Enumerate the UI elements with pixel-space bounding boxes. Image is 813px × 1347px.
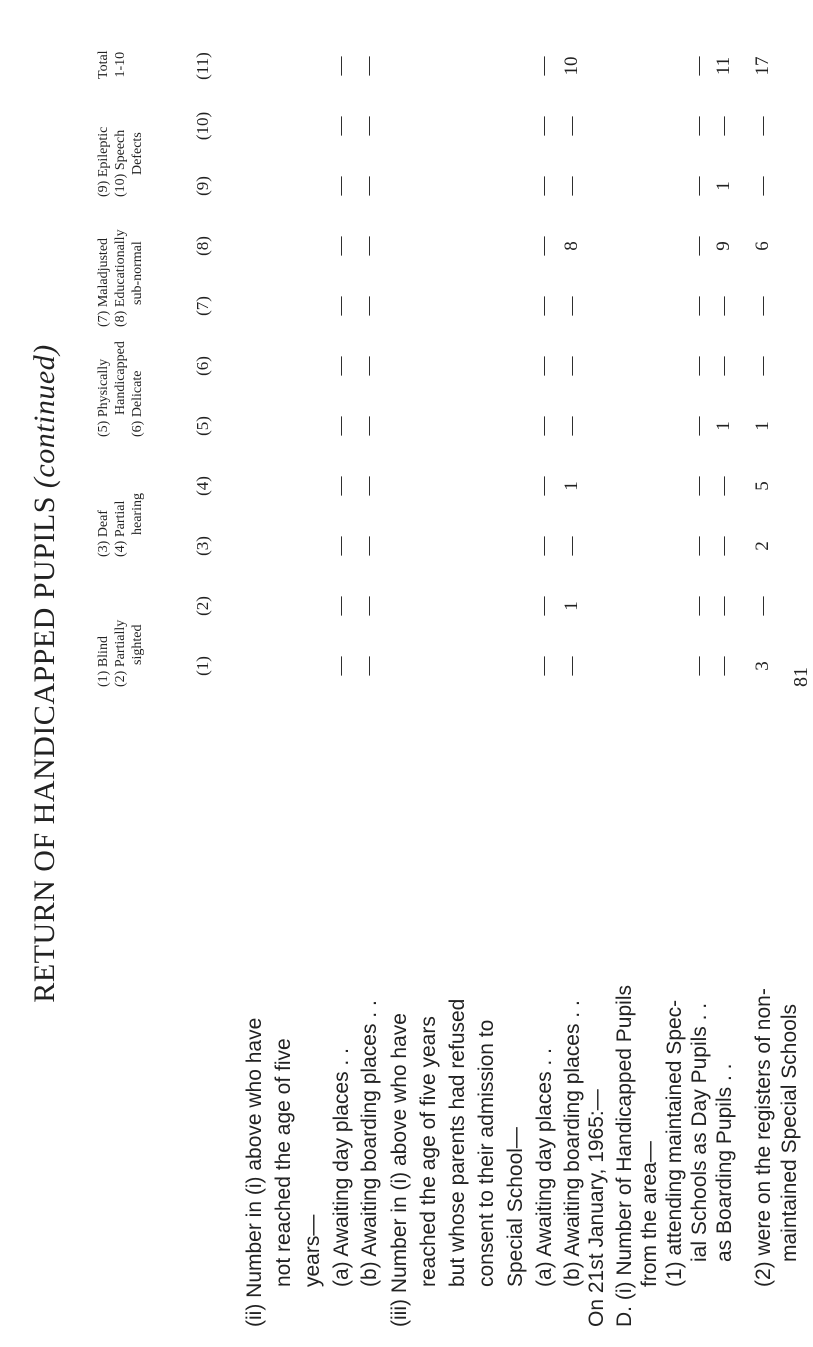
table-cell: — [330, 356, 351, 376]
header-line: Total [96, 50, 111, 79]
table-cell: — [533, 176, 554, 196]
table-cell: 8 [561, 241, 582, 251]
table-cell: — [330, 476, 351, 496]
table-cell: — [358, 236, 379, 256]
header-line: (5) Physically [96, 358, 111, 437]
header-physically-handicapped-delicate [95, 341, 146, 437]
table-cell: 5 [752, 481, 773, 491]
table-cell: — [688, 236, 709, 256]
table-cell: — [752, 356, 773, 376]
table-cell: — [358, 116, 379, 136]
column-number: (3) [193, 536, 212, 556]
table-cell: 10 [561, 56, 582, 76]
table-cell: — [688, 416, 709, 436]
text-line: but whose parents had refused [446, 998, 469, 1287]
header-epileptic-speech [95, 127, 146, 197]
text-line: (ii) Number in (i) above who have [243, 1017, 266, 1327]
text-line: (b) Awaiting boarding places . . [561, 1000, 584, 1287]
table-cell: — [533, 236, 554, 256]
table-cell: — [358, 476, 379, 496]
text-line: (iii) Number in (i) above who have [388, 1013, 411, 1327]
table-cell: — [561, 116, 582, 136]
table-cell: 11 [713, 56, 734, 76]
text-line: (b) Awaiting boarding places . . [358, 1000, 381, 1287]
header-blind-partially-sighted [95, 620, 146, 687]
table-cell: — [713, 476, 734, 496]
page-title [28, 0, 62, 1347]
column-number: (5) [193, 416, 212, 436]
text-line: reached the age of five years [417, 1016, 440, 1287]
table-cell: — [688, 116, 709, 136]
table-cell: — [358, 416, 379, 436]
header-line: Defects [130, 132, 145, 175]
table-cell: — [330, 656, 351, 676]
table-cell: — [561, 656, 582, 676]
text-line: consent to their admission to [475, 1019, 498, 1287]
column-number: (9) [193, 176, 212, 196]
text-line: not reached the age of five [272, 1038, 295, 1287]
text-line: (2) were on the registers of non- [752, 988, 775, 1287]
table-cell: 1 [713, 181, 734, 191]
table-cell: — [752, 296, 773, 316]
table-cell: — [752, 596, 773, 616]
table-cell: 1 [752, 421, 773, 431]
table-cell: — [358, 596, 379, 616]
table-cell: — [358, 536, 379, 556]
table-cell: — [713, 116, 734, 136]
header-line: (8) Educationally [113, 229, 128, 327]
table-cell: 1 [561, 481, 582, 491]
table-cell: — [561, 356, 582, 376]
table-cell: — [330, 56, 351, 76]
text-line: D. (i) Number of Handicapped Pupils [613, 985, 636, 1327]
header-line: (1) Blind [96, 636, 111, 687]
header-total [95, 50, 129, 79]
table-cell: — [330, 236, 351, 256]
header-deaf-partial-hearing [95, 493, 146, 557]
table-cell: 9 [713, 241, 734, 251]
column-number: (8) [193, 236, 212, 256]
header-maladjusted-esn [95, 229, 146, 327]
text-line: years— [301, 1214, 324, 1287]
header-line: hearing [130, 493, 145, 535]
table-cell: — [561, 176, 582, 196]
text-line: On 21st January, 1965:— [585, 1089, 608, 1327]
table-cell: — [330, 116, 351, 136]
table-cell: — [358, 296, 379, 316]
table-cell: — [533, 476, 554, 496]
table-cell: — [688, 656, 709, 676]
table-cell: — [533, 296, 554, 316]
table-cell: — [533, 536, 554, 556]
table-cell: — [713, 596, 734, 616]
table-cell: — [330, 416, 351, 436]
table-cell: — [330, 296, 351, 316]
header-line: (10) Speech [113, 129, 128, 197]
table-cell: — [533, 596, 554, 616]
column-number: (1) [193, 656, 212, 676]
column-number: (7) [193, 296, 212, 316]
header-line: (3) Deaf [96, 509, 111, 557]
table-cell: — [713, 356, 734, 376]
text-line: (a) Awaiting day places . . [330, 1048, 353, 1287]
page-number: 81 [790, 667, 812, 687]
header-line: (9) Epileptic [96, 126, 111, 197]
table-cell: — [688, 176, 709, 196]
table-cell: — [561, 416, 582, 436]
header-line: (4) Partial [113, 500, 128, 557]
column-number: (10) [193, 111, 212, 141]
table-cell: — [688, 476, 709, 496]
table-cell: 6 [752, 241, 773, 251]
text-line: maintained Special Schools [778, 1004, 801, 1262]
table-cell: — [330, 176, 351, 196]
text-line: (a) Awaiting day places . . [533, 1048, 556, 1287]
table-cell: — [358, 356, 379, 376]
table-cell: — [358, 176, 379, 196]
header-line: 1-10 [113, 51, 128, 78]
table-cell: — [752, 116, 773, 136]
table-cell: — [533, 356, 554, 376]
table-cell: 1 [713, 421, 734, 431]
table-cell: — [533, 56, 554, 76]
table-cell: — [752, 176, 773, 196]
table-cell: — [330, 536, 351, 556]
table-cell: — [330, 596, 351, 616]
table-cell: — [713, 536, 734, 556]
text-line: Special School— [504, 1127, 527, 1287]
table-cell: — [561, 296, 582, 316]
header-line: sighted [130, 624, 145, 665]
text-line: from the area— [638, 1141, 661, 1287]
table-cell: — [713, 296, 734, 316]
text-line: ial Schools as Day Pupils . . [688, 1002, 711, 1262]
column-number: (4) [193, 476, 212, 496]
column-number: (11) [193, 52, 212, 80]
header-line: Handicapped [113, 341, 128, 415]
column-number: (6) [193, 356, 212, 376]
table-cell: — [533, 116, 554, 136]
table-cell: — [688, 56, 709, 76]
table-cell: — [713, 656, 734, 676]
column-number: (2) [193, 596, 212, 616]
table-cell: — [358, 656, 379, 676]
header-line: (6) Delicate [130, 370, 145, 437]
header-line: (7) Maladjusted [96, 237, 111, 327]
title-main: RETURN OF HANDICAPPED PUPILS [28, 496, 61, 1003]
table-cell: 1 [561, 601, 582, 611]
header-line: sub-normal [130, 241, 145, 305]
table-cell: — [561, 536, 582, 556]
text-line: (1) attending maintained Spec- [663, 999, 686, 1287]
table-cell: 2 [752, 541, 773, 551]
table-cell: — [688, 536, 709, 556]
table-cell: — [358, 56, 379, 76]
text-line: as Boarding Pupils . . [713, 1063, 736, 1262]
table-cell: — [533, 416, 554, 436]
table-cell: 17 [752, 56, 773, 76]
table-cell: — [688, 356, 709, 376]
table-cell: — [688, 296, 709, 316]
table-cell: 3 [752, 661, 773, 671]
table-cell: — [533, 656, 554, 676]
table-cell: — [688, 596, 709, 616]
title-suffix: (continued) [28, 344, 61, 489]
header-line: (2) Partially [113, 619, 128, 687]
